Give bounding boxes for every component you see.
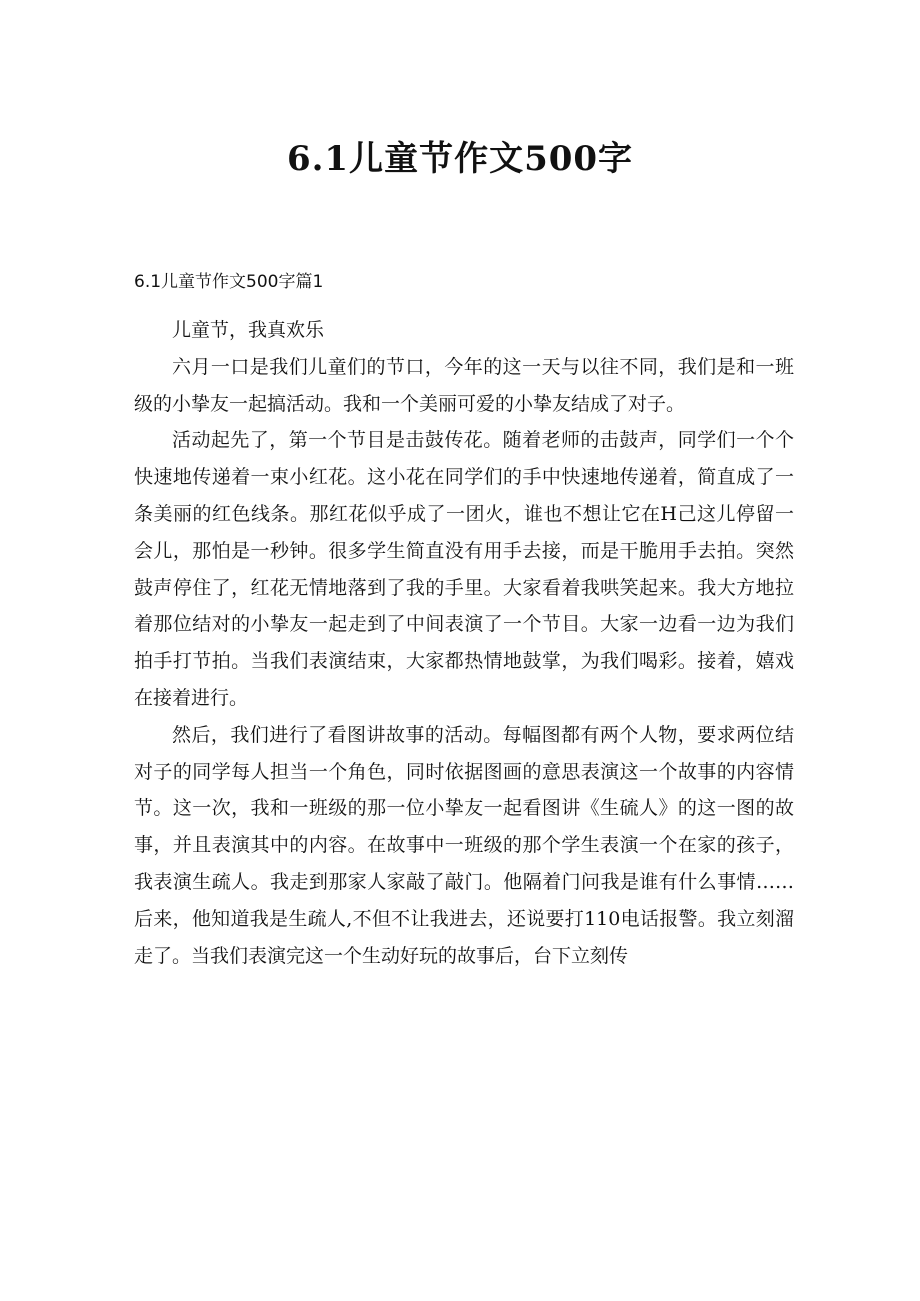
body-paragraph: 然后，我们进行了看图讲故事的活动。每幅图都有两个人物，要求两位结对子的同学每人担当一个角色，同时依据图画的意思表演这一个故事的内容情节。这一次，我和一班级的那一位小挚友一起看图讲《生硫人》的这一图的故事，并且表演其中的内容。在故事中一班级的那个学生表演一个在家的孩子，我表演生疏人。我走到那家人家敲了敲门。他隔着门问我是谁有什么事情……后来，他知道我是生疏人,不但不让我进去，还说要打110电话报警。我立刻溜走了。当我们表演完这一个生动好玩的故事后，台下立刻传 — [134, 723, 794, 967]
body-paragraph: 六月一口是我们儿童们的节口，今年的这一天与以往不同，我们是和一班级的小挚友一起搞活动。我和一个美丽可爱的小挚友结成了对子。 — [134, 355, 794, 415]
document-title: 6.1儿童节作文500字 — [286, 139, 634, 179]
essay-subtitle-paragraph: 儿童节，我真欢乐 — [172, 319, 325, 341]
body-paragraph: 活动起先了，第一个节目是击鼓传花。随着老师的击鼓声，同学们一个个快速地传递着一束小红花。这小花在同学们的手中快速地传递着，简直成了一条美丽的红色线条。那红花似乎成了一团火，谁也不想让它在H己这儿停留一会儿，那怕是一秒钟。很多学生简直没有用手去接，而是干脆用手去拍。突然鼓声停住了，红花无情地落到了我的手里。大家看着我哄笑起来。我大方地拉着那位结对的小挚友一起走到了中间表演了一个节目。大家一边看一边为我们拍手打节拍。当我们表演结束，大家都热情地鼓掌，为我们喝彩。接着，嬉戏在接着进行。 — [134, 429, 794, 709]
section-heading: 6.1儿童节作文500字篇1 — [134, 272, 324, 292]
essay-body — [134, 312, 794, 974]
